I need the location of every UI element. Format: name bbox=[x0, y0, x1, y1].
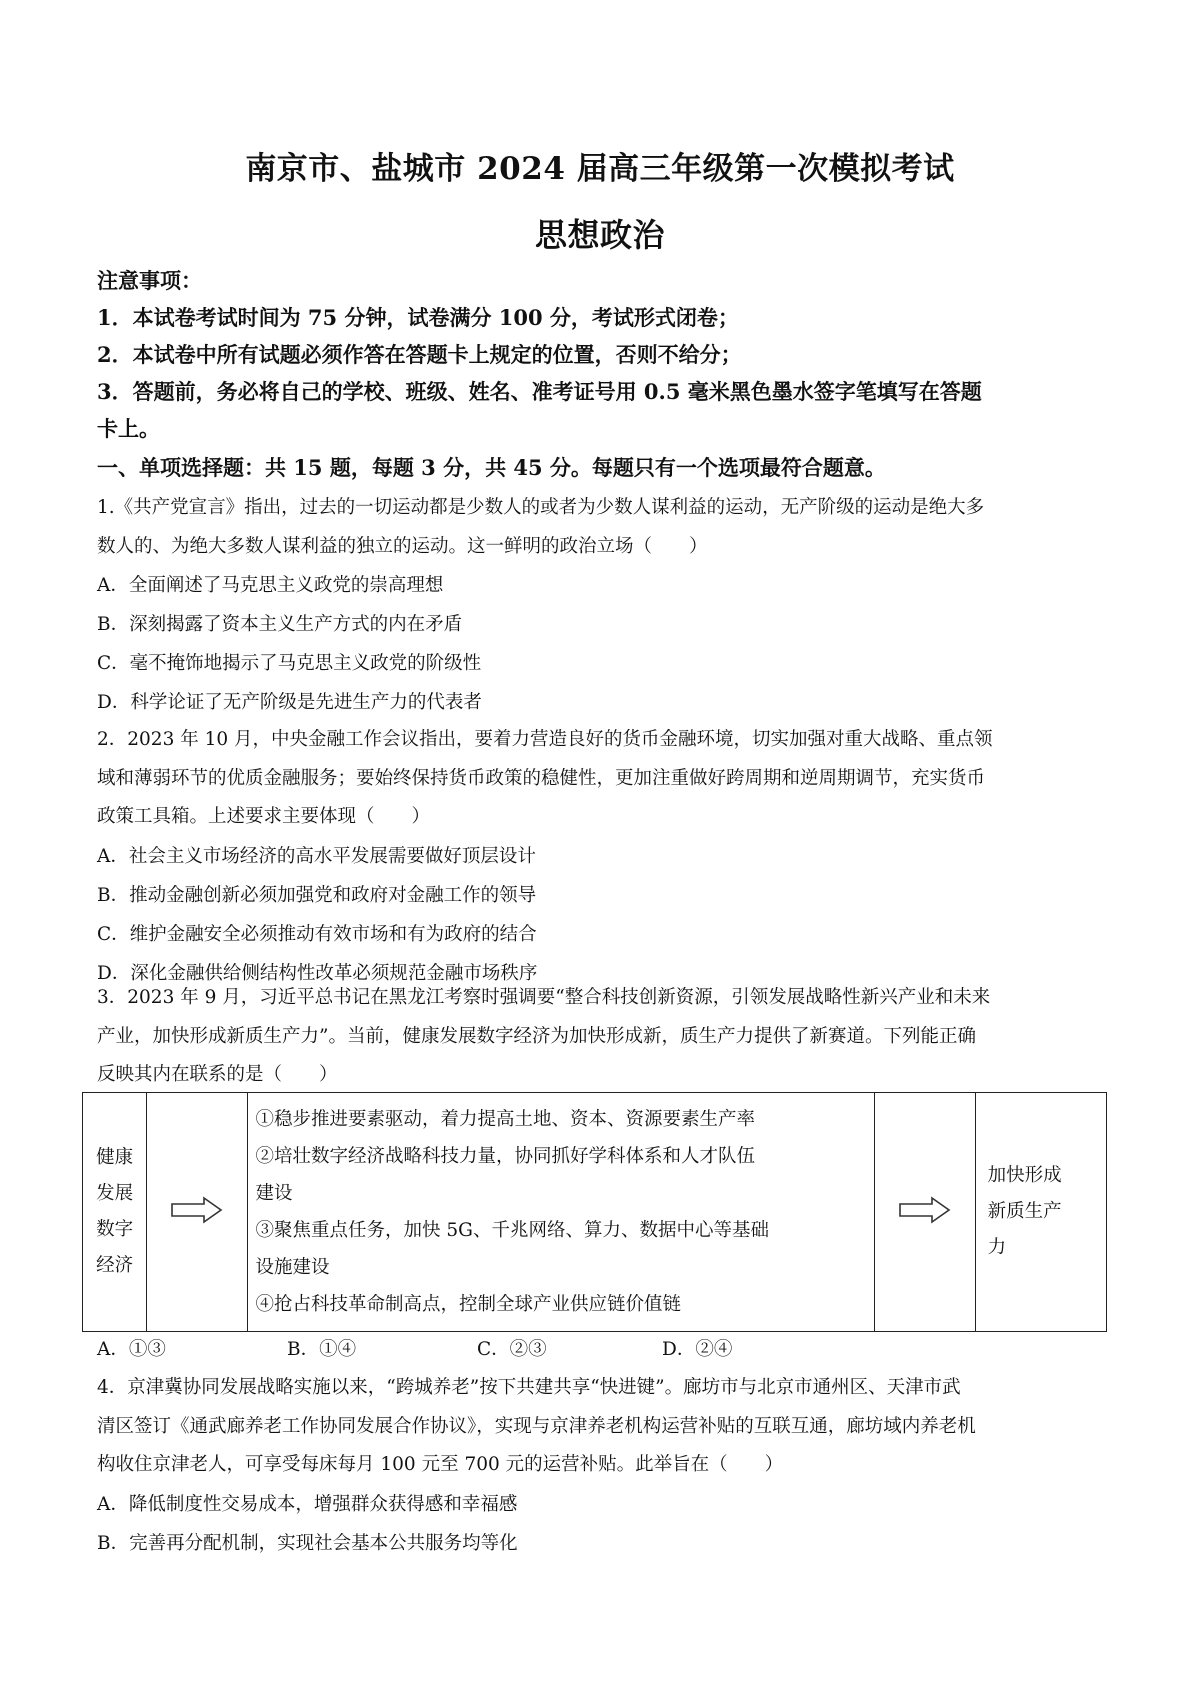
diagram-item: ②培壮数字经济战略科技力量，协同抓好学科体系和人才队伍 bbox=[255, 1146, 756, 1167]
diagram-item: 建设 bbox=[255, 1183, 293, 1204]
question-2 bbox=[97, 721, 1107, 993]
option-c: C．②③ bbox=[477, 1339, 547, 1360]
exam-title: 南京市、盐城市 2024 届高三年级第一次模拟考试 bbox=[245, 151, 955, 187]
question-3 bbox=[97, 979, 1107, 1095]
option-c: C．维护金融安全必须推动有效市场和有为政府的结合 bbox=[97, 923, 537, 945]
diagram-arrow-cell bbox=[875, 1093, 975, 1332]
option-b: B．①④ bbox=[287, 1339, 357, 1360]
diagram-middle-cell bbox=[247, 1093, 875, 1332]
notes-item: 2．本试卷中所有试题必须作答在答题卡上规定的位置，否则不给分； bbox=[97, 342, 742, 367]
option-b: B．完善再分配机制，实现社会基本公共服务均等化 bbox=[97, 1532, 518, 1554]
option-b: B．推动金融创新必须加强党和政府对金融工作的领导 bbox=[97, 884, 537, 906]
option-a: A．全面阐述了马克思主义政党的崇高理想 bbox=[97, 575, 444, 596]
option-a: A．降低制度性交易成本，增强群众获得感和幸福感 bbox=[97, 1493, 518, 1515]
q3-answer-options bbox=[97, 1334, 732, 1366]
question-stem-line: 清区签订《通武廊养老工作协同发展合作协议》，实现与京津养老机构运营补贴的互联互通，廊坊域内养老机 bbox=[97, 1415, 976, 1437]
section-heading: 一、单项选择题：共 15 题，每题 3 分，共 45 分。每题只有一个选项最符合题意。 bbox=[97, 455, 886, 480]
diagram-left-text: 数字 bbox=[96, 1219, 134, 1240]
right-arrow-icon bbox=[170, 1195, 224, 1225]
diagram-item: ④抢占科技革命制高点，控制全球产业供应链价值链 bbox=[255, 1294, 682, 1315]
question-4 bbox=[97, 1369, 1107, 1563]
diagram-left-text: 经济 bbox=[96, 1255, 134, 1276]
option-c: C．毫不掩饰地揭示了马克思主义政党的阶级性 bbox=[97, 653, 482, 674]
notes-item: 卡上。 bbox=[97, 416, 160, 441]
diagram-right-cell bbox=[975, 1093, 1106, 1332]
question-1 bbox=[97, 489, 1107, 722]
option-b: B．深刻揭露了资本主义生产方式的内在矛盾 bbox=[97, 614, 463, 635]
right-arrow-icon bbox=[898, 1195, 952, 1225]
question-stem-line: 域和薄弱环节的优质金融服务；要始终保持货币政策的稳健性，更加注重做好跨周期和逆周期调节，充实货币 bbox=[97, 767, 986, 789]
diagram-right-text: 加快形成 bbox=[987, 1165, 1062, 1186]
diagram-left-cell bbox=[83, 1093, 147, 1332]
option-a: A．①③ bbox=[97, 1339, 166, 1360]
option-d: D．深化金融供给侧结构性改革必须规范金融市场秩序 bbox=[97, 962, 538, 984]
diagram-right-text: 新质生产 bbox=[987, 1201, 1062, 1222]
exam-subject: 思想政治 bbox=[534, 216, 665, 254]
question-stem-line: 2．2023 年 10 月，中央金融工作会议指出，要着力营造良好的货币金融环境，切实加强对重大战略、重点领 bbox=[97, 729, 993, 750]
diagram-left-text: 健康 bbox=[96, 1147, 134, 1168]
notes-item: 1．本试卷考试时间为 75 分钟，试卷满分 100 分，考试形式闭卷； bbox=[97, 305, 739, 330]
question-stem-line: 政策工具箱。上述要求主要体现（ ） bbox=[97, 806, 431, 827]
diagram-left-text: 发展 bbox=[96, 1183, 134, 1204]
question-stem-line: 1.《共产党宣言》指出，过去的一切运动都是少数人的或者为少数人谋利益的运动，无产阶级的运动是绝大多 bbox=[97, 497, 985, 518]
notes-item: 3．答题前，务必将自己的学校、班级、姓名、准考证号用 0.5 毫米黑色墨水签字笔填写在答题 bbox=[97, 379, 982, 404]
diagram-item: 设施建设 bbox=[255, 1257, 330, 1278]
q3-diagram-table bbox=[82, 1092, 1107, 1332]
option-a: A．社会主义市场经济的高水平发展需要做好顶层设计 bbox=[97, 845, 536, 867]
question-stem-line: 反映其内在联系的是（ ） bbox=[97, 1064, 338, 1085]
option-d: D．②④ bbox=[662, 1339, 733, 1360]
option-d: D．科学论证了无产阶级是先进生产力的代表者 bbox=[97, 692, 482, 713]
notes-block bbox=[97, 262, 1107, 447]
diagram-arrow-cell bbox=[147, 1093, 247, 1332]
question-stem-line: 产业，加快形成新质生产力”。当前，健康发展数字经济为加快形成新，质生产力提供了新赛道。下列能正确 bbox=[97, 1025, 976, 1047]
notes-heading: 注意事项： bbox=[97, 268, 202, 293]
question-stem-line: 3．2023 年 9 月，习近平总书记在黑龙江考察时强调要“整合科技创新资源，引领发展战略性新兴产业和未来 bbox=[97, 987, 991, 1008]
question-stem-line: 4．京津冀协同发展战略实施以来，“跨城养老”按下共建共享“快进键”。廊坊市与北京市通州区、天津市武 bbox=[97, 1377, 961, 1398]
question-stem-line: 构收住京津老人，可享受每床每月 100 元至 700 元的运营补贴。此举旨在（ ） bbox=[97, 1454, 784, 1475]
question-stem-line: 数人的、为绝大多数人谋利益的独立的运动。这一鲜明的政治立场（ ） bbox=[97, 535, 708, 557]
diagram-item: ③聚焦重点任务，加快 5G、千兆网络、算力、数据中心等基础 bbox=[255, 1220, 769, 1241]
diagram-item: ①稳步推进要素驱动，着力提高土地、资本、资源要素生产率 bbox=[255, 1109, 756, 1130]
diagram-right-text: 力 bbox=[987, 1237, 1007, 1258]
